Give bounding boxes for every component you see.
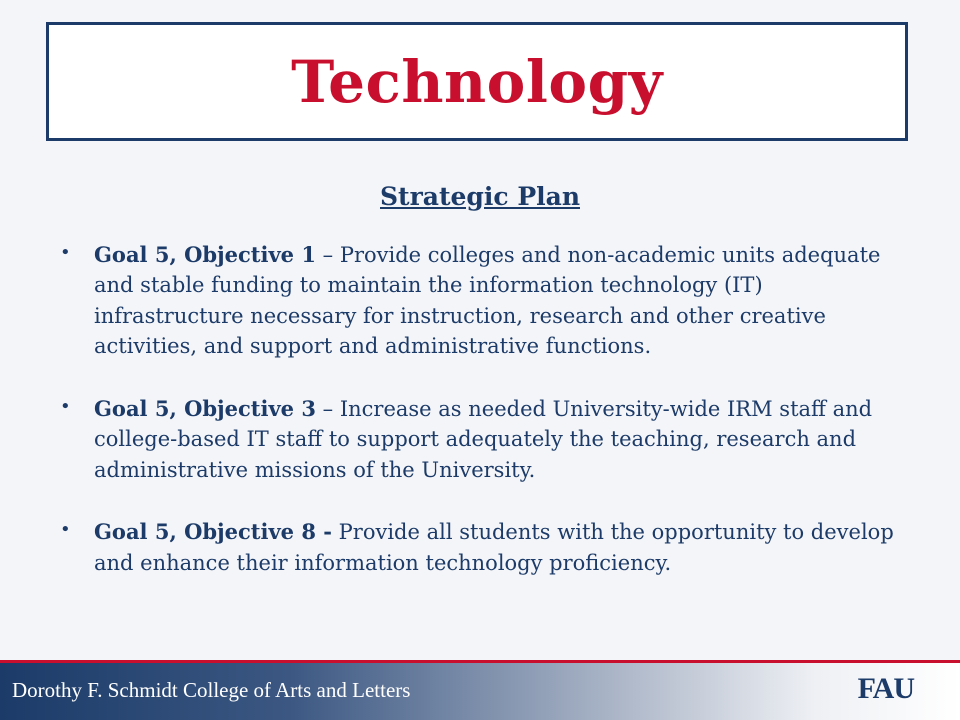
bullet-text: – Provide colleges and non-academic units adequate and stable funding to maintain the information technology (IT) infrastructure necessary for instruction, research and other creative activities, and support and administrative functions.	[94, 243, 881, 359]
title-box	[46, 22, 908, 141]
bullet-list	[60, 240, 910, 610]
bullet-lead: Goal 5, Objective 8 -	[94, 519, 332, 545]
slide-title: Technology	[291, 47, 663, 116]
bullet-lead: Goal 5, Objective 1	[94, 242, 316, 267]
bullet-text: – Increase as needed University-wide IRM staff and college-based IT staff to support adequately the teaching, research and administrative missions of the University.	[94, 396, 873, 482]
bullet-lead: Goal 5, Objective 3	[94, 395, 316, 421]
bullet-item	[60, 517, 910, 578]
fau-logo-icon: FAU	[857, 672, 914, 705]
slide-subtitle: Strategic Plan	[380, 182, 580, 211]
footer	[0, 660, 960, 720]
bullet-item	[60, 240, 910, 362]
college-name: Dorothy F. Schmidt College of Arts and Letters	[12, 678, 411, 702]
bullet-item	[60, 394, 910, 485]
bullet-text: Provide all students with the opportunity to develop and enhance their information technology proficiency.	[94, 520, 894, 575]
bullet-dot-icon: •	[60, 395, 71, 417]
bullet-dot-icon: •	[60, 242, 71, 263]
bullet-dot-icon: •	[60, 519, 71, 541]
